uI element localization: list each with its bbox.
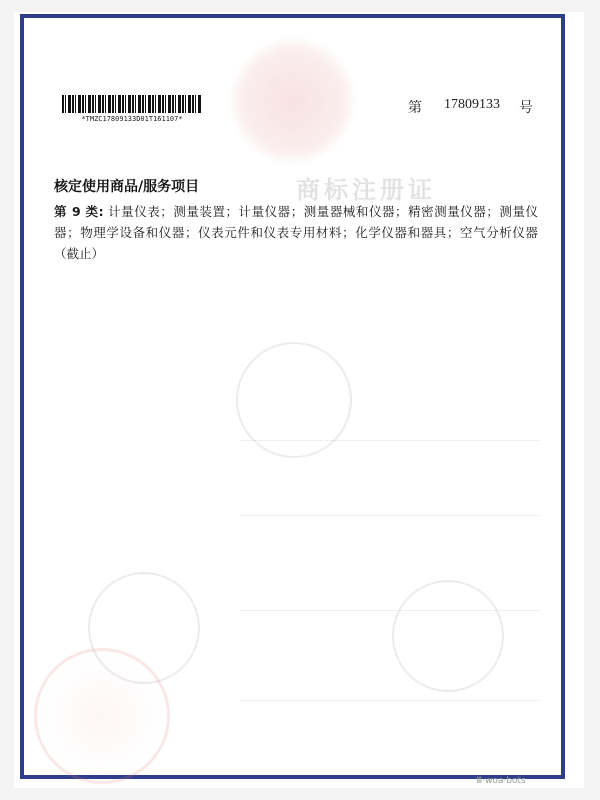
registration-prefix: 第: [408, 100, 422, 116]
barcode-caption: *TMZC17809133D01T161107*: [81, 115, 183, 123]
registration-suffix: 号: [519, 100, 533, 116]
class-label: 第 9 类:: [54, 204, 104, 219]
barcode-icon: [62, 95, 202, 113]
red-stamp: [34, 648, 170, 784]
goods-items: 计量仪表；测量装置；计量仪器；测量器械和仪器；精密测量仪器；测量仪器；物理学设备和仪器；仪表元件和仪表专用材料；化学仪器和器具；空气分析仪器（截止）: [54, 204, 538, 261]
background-ghost-text: 商标注册证: [296, 175, 436, 204]
registration-number: 17809133: [444, 97, 500, 112]
source-watermark: Ⅲ·woa·bots: [476, 776, 526, 786]
section-title: 核定使用商品/服务项目: [54, 179, 200, 195]
faded-field-line: [240, 700, 540, 701]
faded-field-line: [240, 610, 540, 611]
national-emblem-watermark: [228, 36, 358, 166]
goods-list: [54, 201, 538, 264]
faded-seal: [392, 580, 504, 692]
faded-field-line: [240, 440, 540, 441]
faded-field-line: [240, 515, 540, 516]
